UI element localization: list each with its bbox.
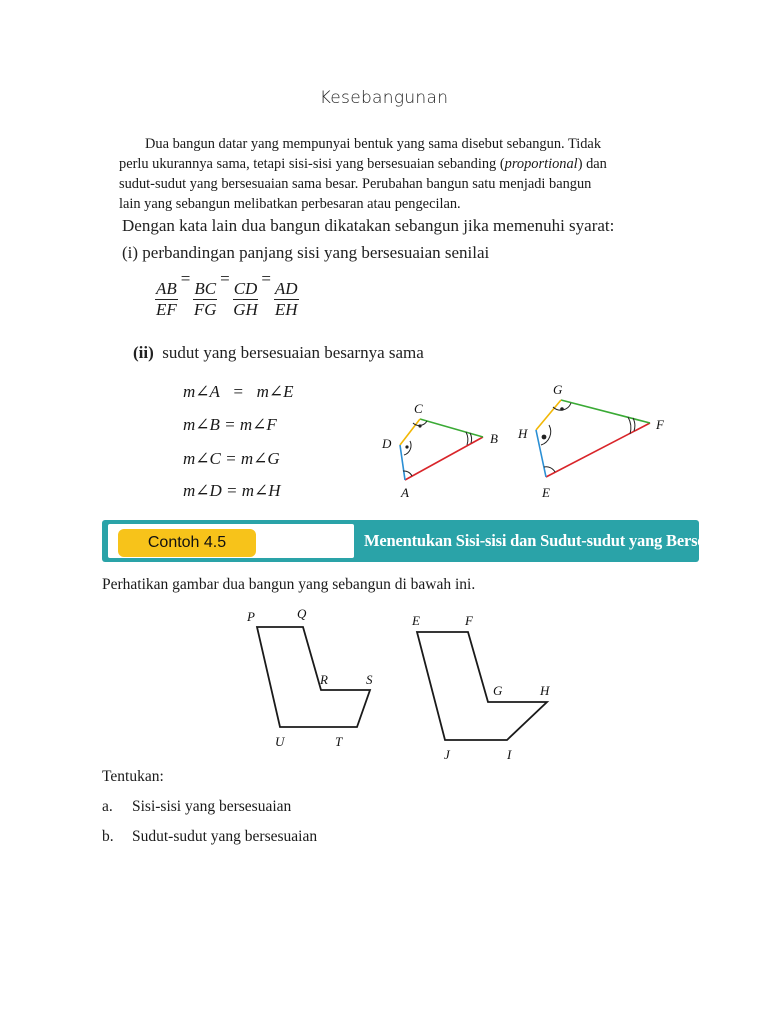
banner-label-box [108, 524, 354, 558]
label-f: F [656, 417, 664, 432]
ratio-bc-fg: $\frac{BC}{FG}$ [193, 279, 217, 319]
label-i2: I [507, 747, 512, 762]
shape-pqrstu-outline [257, 627, 370, 727]
task-item-a: a. Sisi-sisi yang bersesuaian [102, 798, 292, 815]
angle-f-mark [633, 418, 635, 431]
edge-da [400, 445, 405, 480]
example-label: Contoh 4.5 [118, 529, 256, 557]
label-j2: J [444, 747, 450, 762]
label-r: R [320, 672, 328, 687]
label-s: S [366, 672, 373, 687]
condition-intro: Dengan kata lain dua bangun dikatakan sebangun jika memenuhi syarat: [122, 216, 615, 235]
label-t: T [335, 734, 343, 749]
label-d: D [382, 436, 392, 451]
ratio-ad-eh: $\frac{AD}{EH}$ [274, 279, 298, 319]
angle-h-mark [541, 425, 551, 445]
intro-line-2: perlu ukurannya sama, tetapi sisi-sisi yang bersesuaian sebanding (proportional) dan [119, 156, 607, 172]
intro-line-3: sudut-sudut yang bersesuaian sama besar. Perubahan bangun satu menjadi bangun [119, 176, 592, 192]
label-c: C [414, 401, 423, 416]
label-f2: F [465, 613, 473, 628]
side-ratio-equation [155, 269, 299, 320]
shape-efghij [411, 613, 550, 762]
shape-pqrstu [246, 606, 373, 749]
label-u: U [275, 734, 285, 749]
instruction-text: Perhatikan gambar dua bangun yang sebangun di bawah ini. [102, 576, 476, 593]
angle-e-mark [544, 467, 555, 472]
angle-equality-b-f: m∠B = m∠F [183, 415, 277, 434]
example-title: Menentukan Sisi-sisi dan Sudut-sudut yang Bersesuaian [364, 531, 750, 550]
label-e2: E [412, 613, 420, 628]
similar-l-shapes-diagram [235, 605, 575, 765]
equals-sign: = [180, 269, 191, 288]
angle-equality-d-h: m∠D = m∠H [183, 481, 281, 500]
label-a: A [401, 485, 409, 500]
label-h2: H [540, 683, 550, 698]
ratio-cd-gh: $\frac{CD}{GH}$ [233, 279, 258, 319]
edge-fg [561, 400, 650, 423]
intro-paragraph [119, 134, 652, 214]
equals-sign: = [261, 269, 271, 288]
label-b: B [490, 431, 498, 446]
label-g: G [553, 382, 563, 397]
shape-efghij-outline [417, 632, 547, 740]
label-g2: G [493, 683, 503, 698]
label-e: E [542, 485, 550, 500]
similar-quadrilaterals-diagram [370, 375, 700, 505]
task-heading: Tentukan: [102, 768, 164, 785]
intro-line-1: Dua bangun datar yang mempunyai bentuk yang sama disebut sebangun. Tidak [145, 136, 602, 152]
task-item-b: b. Sudut-sudut yang bersesuaian [102, 828, 318, 845]
quadrilateral-abcd [381, 401, 498, 500]
quadrilateral-efgh [517, 382, 665, 500]
angle-b-mark [470, 433, 472, 443]
intro-line-4: lain yang sebangun melibatkan perbesaran atau pengecilan. [119, 196, 461, 212]
angle-equality-a-e: m∠A = m∠E [183, 382, 294, 401]
condition-ii: (ii) sudut yang bersesuaian besarnya sama [133, 343, 424, 362]
example-banner [102, 520, 750, 562]
label-p: P [247, 609, 255, 624]
edge-ab [405, 437, 483, 480]
angle-equality-c-g: m∠C = m∠G [183, 449, 280, 468]
edge-bc [420, 419, 483, 437]
ratio-ab-ef: $\frac{AB}{EF}$ [156, 279, 177, 319]
page-title: Kesebangunan [319, 88, 449, 108]
edge-gh [536, 400, 561, 430]
label-h: H [518, 426, 528, 441]
equals-sign: = [220, 269, 230, 288]
condition-i: (i) perbandingan panjang sisi yang bersesuaian senilai [122, 243, 490, 262]
label-q: Q [297, 606, 307, 621]
